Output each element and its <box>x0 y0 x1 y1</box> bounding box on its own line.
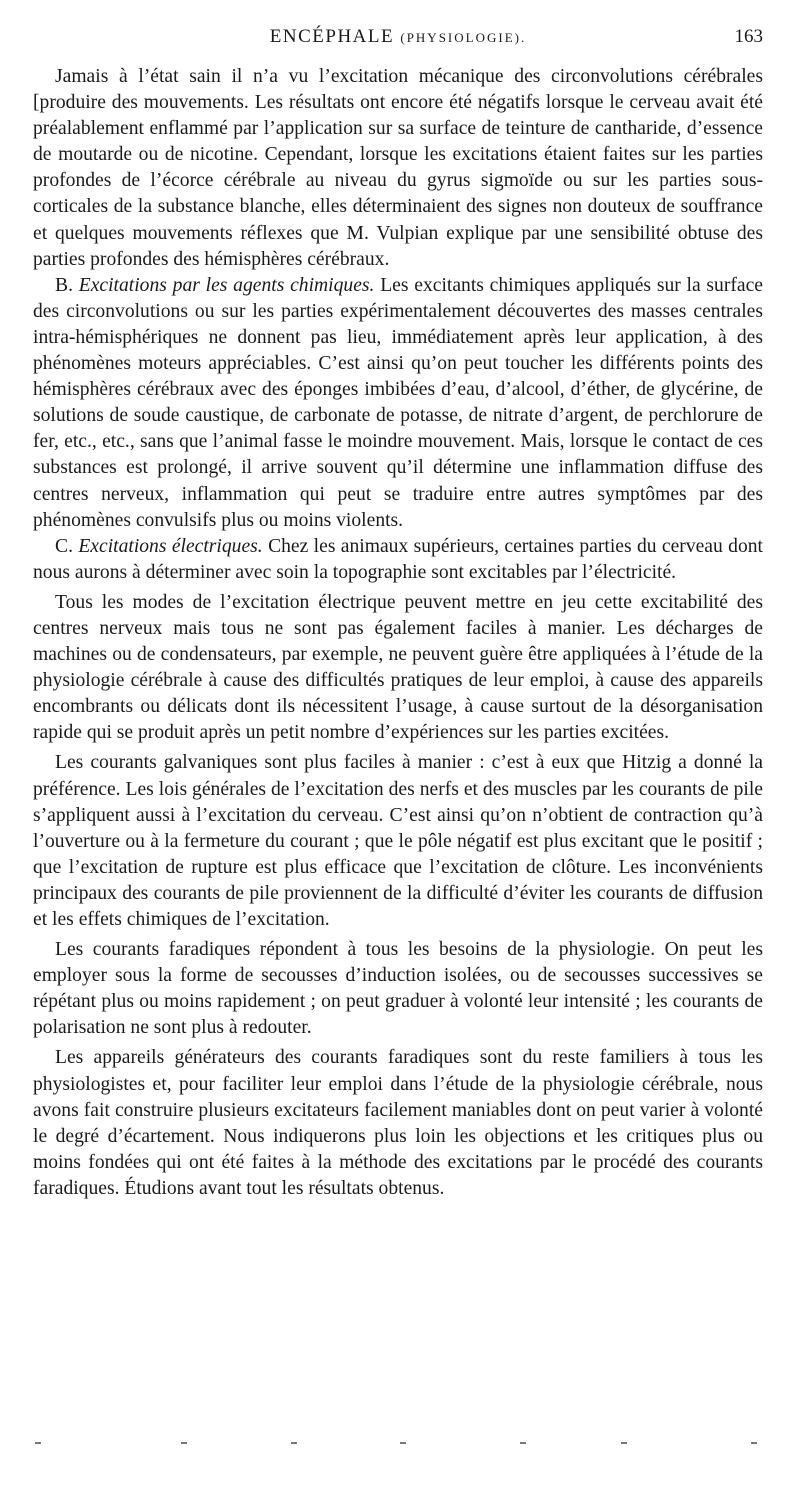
paragraph-3-text: Chez les animaux supérieurs, certaines parties du cerveau dont nous aurons à déterminer avec soin la topographie sont excitables par l’électricité. <box>33 535 763 583</box>
edge-mark <box>400 1442 406 1444</box>
edge-mark <box>520 1442 526 1444</box>
paragraph-2-text: Les excitants chimiques appliqués sur la surface des circonvolutions ou sur les parties expérimentalement découvertes des masses centrales intra-hémisphériques ne donnent pas lieu, immédiatement après leur application, à des phénomènes moteurs appréciables. C’est ainsi qu’on peut toucher les différents points des hémisphères cérébraux avec des éponges imbibées d’eau, d’alcool, d’éther, de glycérine, de solutions de soude caustique, de carbonate de potasse, de nitrate d’argent, de perchlorure de fer, etc., etc., sans que l’animal fasse le moindre mouvement. Mais, lorsque le contact de ces substances est prolongé, il arrive souvent qu’il détermine une inflammation diffuse des centres nerveux, inflammation qui peut se traduire entre autres symptômes par des phénomènes convulsifs plus ou moins violents. <box>33 274 763 531</box>
section-b-label: B. <box>55 274 73 296</box>
paragraph-1 <box>33 64 763 273</box>
paragraph-2 <box>33 273 763 534</box>
paragraph-7 <box>33 1045 763 1202</box>
running-head <box>33 26 763 48</box>
paragraph-4 <box>33 590 763 747</box>
bottom-edge-marks <box>33 1442 763 1450</box>
edge-mark <box>751 1442 757 1444</box>
section-b-title: Excitations par les agents chimiques. <box>78 274 375 296</box>
paragraph-3 <box>33 534 763 586</box>
document-page <box>33 26 763 1202</box>
paragraph-1-text: Jamais à l’état sain il n’a vu l’excitation mécanique des circonvolutions cérébrales [produire des mouvements. Les résultats ont encore été négatifs lorsque le cerveau avait été préalablement enflammé par l’application sur sa surface de teinture de cantharide, d’essence de moutarde ou de nicotine. Cependant, lorsque les excitations étaient faites sur les parties profondes de l’écorce cérébrale au niveau du gyrus sigmoïde ou sur les parties sous-corticales de la substance blanche, elles déterminaient des signes non douteux de souffrance et quelques mouvements réflexes que M. Vulpian explique par une sensibilité obtuse des parties profondes des hémisphères cérébraux. <box>33 66 763 270</box>
paragraph-6 <box>33 937 763 1041</box>
page-number: 163 <box>734 26 763 47</box>
paragraph-4-text: Tous les modes de l’excitation électrique peuvent mettre en jeu cette excitabilité des centres nerveux mais tous ne sont pas également faciles à manier. Les décharges de machines ou de condensateurs, par exemple, ne peuvent guère être appliquées à l’étude de la physiologie cérébrale à cause des difficultés pratiques de leur emploi, à cause des appareils encombrants ou délicats dont ils nécessitent l’usage, à cause surtout de la désorganisation rapide qui se produit après un petit nombre d’expériences sur les parties excitées. <box>33 591 763 744</box>
page-header <box>33 26 763 54</box>
paragraph-5-text: Les courants galvaniques sont plus faciles à manier : c’est à eux que Hitzig a donné la préférence. Les lois générales de l’excitation des nerfs et des muscles par les courants de pile s’appliquent aussi à l’excitation du cerveau. C’est ainsi qu’on n’obtient de contraction qu’à l’ouverture ou à la fermeture du courant ; que le pôle négatif est plus excitant que le positif ; que l’excitation de rupture est plus efficace que l’excitation de clôture. Les inconvénients principaux des courants de pile proviennent de la difficulté d’éviter les courants de diffusion et les effets chimiques de l’excitation. <box>33 752 763 930</box>
edge-mark <box>621 1442 627 1444</box>
running-head-subtitle: (PHYSIOLOGIE). <box>400 30 527 45</box>
section-c-title: Excitations électriques. <box>78 535 263 557</box>
edge-mark <box>35 1442 41 1444</box>
edge-mark <box>181 1442 187 1444</box>
running-head-title: ENCÉPHALE <box>269 26 395 47</box>
edge-mark <box>291 1442 297 1444</box>
paragraph-7-text: Les appareils générateurs des courants faradiques sont du reste familiers à tous les physiologistes et, pour faciliter leur emploi dans l’étude de la physiologie cérébrale, nous avons fait construire plusieurs excitateurs facilement maniables dont on peut varier à volonté le degré d’écartement. Nous indiquerons plus loin les objections et les critiques plus ou moins fondées qui ont été faites à la méthode des excitations par le procédé des courants faradiques. Étudions avant tout les résultats obtenus. <box>33 1047 763 1199</box>
paragraph-5 <box>33 750 763 933</box>
section-c-label: C. <box>55 535 73 557</box>
paragraph-6-text: Les courants faradiques répondent à tous les besoins de la physiologie. On peut les employer sous la forme de secousses d’induction isolées, ou de secousses successives se répétant plus ou moins rapidement ; on peut graduer à volonté leur intensité ; les courants de polarisation ne sont plus à redouter. <box>33 939 763 1039</box>
body-text <box>33 64 763 1202</box>
